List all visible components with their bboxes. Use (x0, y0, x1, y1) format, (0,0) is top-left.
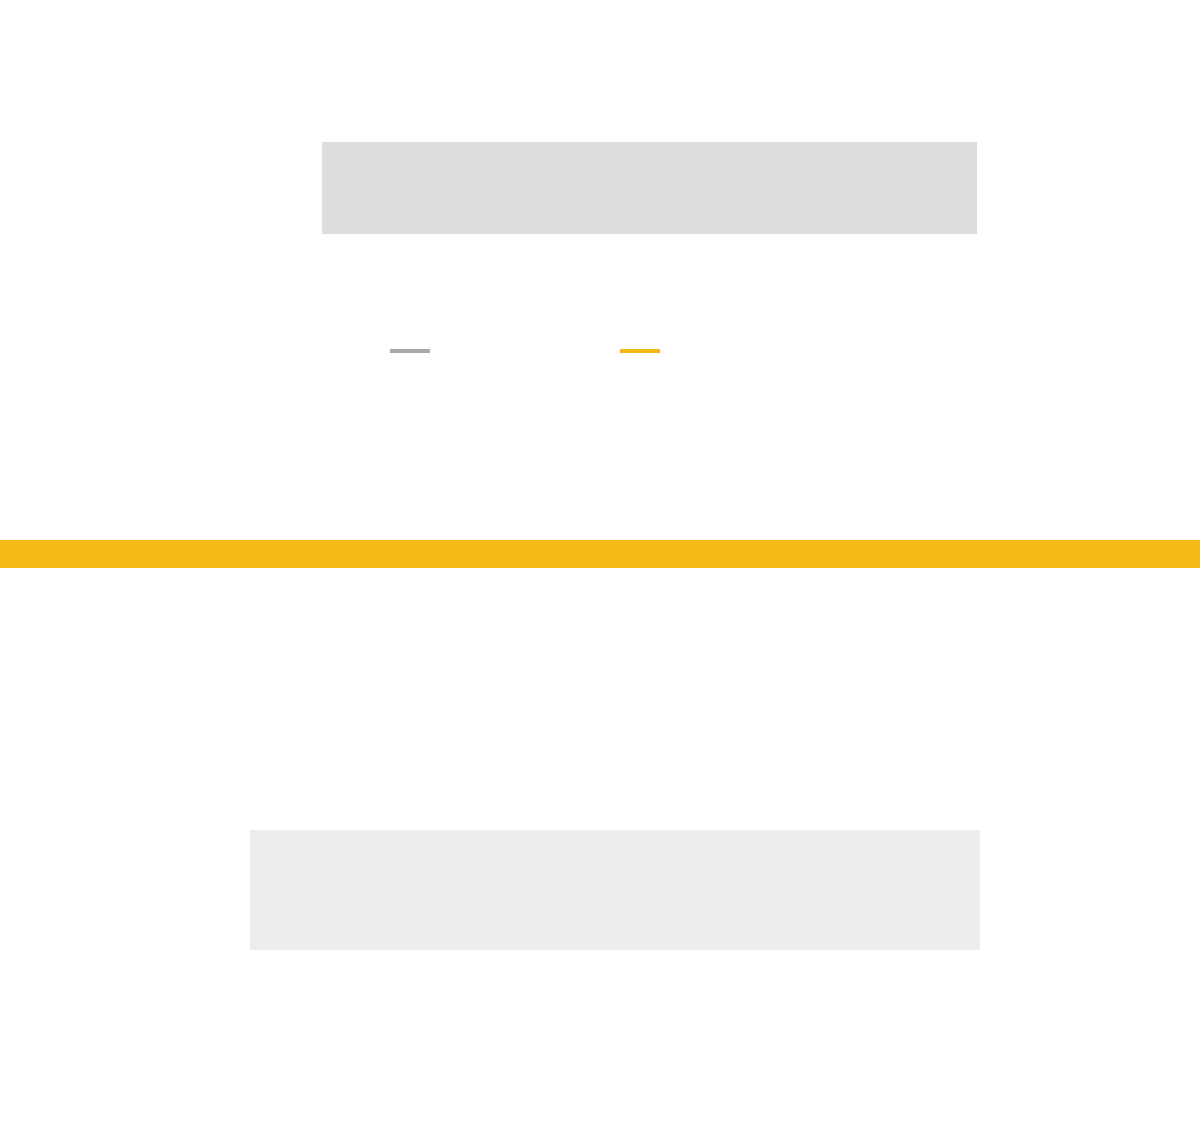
line-chart (0, 0, 1200, 470)
table-watermark (250, 830, 980, 950)
watermark (322, 142, 977, 234)
table-title (0, 540, 1200, 568)
subsector-table (0, 570, 1200, 576)
